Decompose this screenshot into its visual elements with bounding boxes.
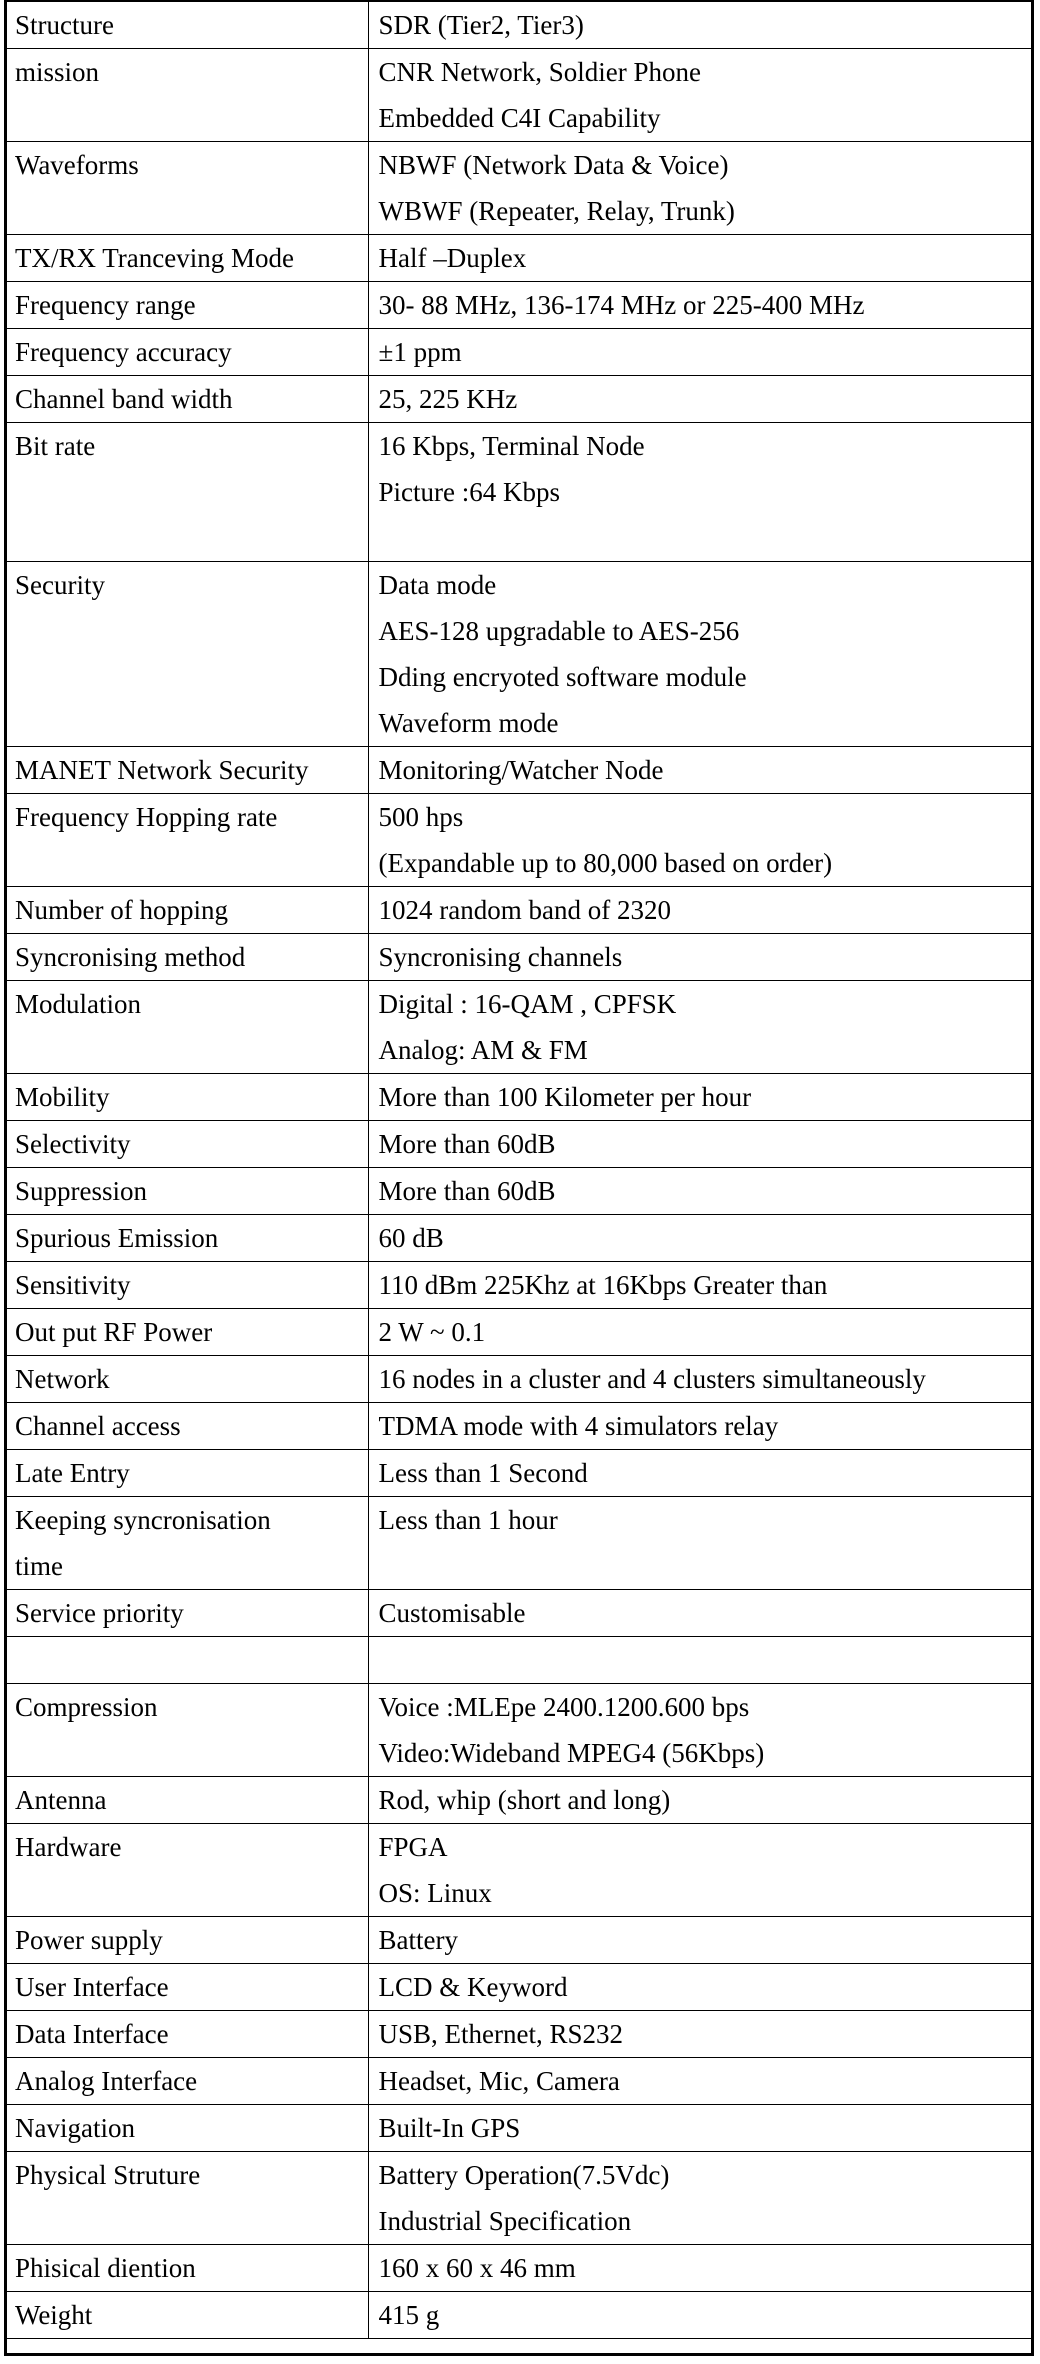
spec-label-line: time [15,1551,63,1581]
table-row [7,1121,1031,1168]
spec-label-cell [7,329,368,376]
table-row [7,2,1031,49]
spec-value-cell [368,934,1031,981]
spec-value-line [379,1637,1026,1683]
spec-label-cell [7,2105,368,2152]
table-row [7,981,1031,1074]
spec-value-line: 25, 225 KHz [378,384,518,414]
spec-value-cell [368,1497,1031,1590]
spec-value-line: Dding encryoted software module [378,662,747,692]
spec-value-line: (Expandable up to 80,000 based on order) [378,848,833,878]
spec-value-line: NBWF (Network Data & Voice) [378,150,729,180]
spec-label: Sensitivity [15,1270,131,1300]
spec-value-cell [368,329,1031,376]
spec-value-line: 415 g [378,2300,440,2330]
spec-value-line: 160 x 60 x 46 mm [378,2253,576,2283]
spec-label: Late Entry [15,1458,130,1488]
spec-label-cell [7,1074,368,1121]
spec-label: Out put RF Power [15,1317,213,1347]
table-row [7,2245,1031,2292]
spec-label: Mobility [15,1082,110,1112]
spec-value-line: USB, Ethernet, RS232 [378,2019,624,2049]
spec-value-cell [368,2,1031,49]
spec-value-line: 30- 88 MHz, 136-174 MHz or 225-400 MHz [378,290,865,320]
spec-value-cell [368,1262,1031,1309]
spec-label-cell [7,1637,368,1684]
spec-value-cell [368,2152,1031,2245]
table-row [7,794,1031,887]
table-row [7,562,1031,747]
table-row [7,1356,1031,1403]
spec-value-cell [368,1074,1031,1121]
spec-label-cell [7,1497,368,1590]
spec-value-line: Voice :MLEpe 2400.1200.600 bps [378,1692,750,1722]
spec-label-cell [7,1684,368,1777]
spec-label-cell [7,1262,368,1309]
spec-value-cell [368,1684,1031,1777]
table-row [7,1450,1031,1497]
spec-value-line: CNR Network, Soldier Phone [378,57,701,87]
spec-value-line: Picture :64 Kbps [378,477,560,507]
spec-value-line: SDR (Tier2, Tier3) [378,10,584,40]
spec-label-cell [7,562,368,747]
table-row [7,423,1031,562]
spec-label: Antenna [15,1785,107,1815]
spec-label-cell [7,1777,368,1824]
spec-value-cell [368,1403,1031,1450]
spec-value-line: Monitoring/Watcher Node [378,755,664,785]
spec-label: Waveforms [15,150,139,180]
table-row [7,1168,1031,1215]
spec-value-line: AES-128 upgradable to AES-256 [378,616,740,646]
spec-value-cell [368,1356,1031,1403]
spec-label-cell [7,981,368,1074]
spec-value-cell [368,142,1031,235]
table-row [7,1497,1031,1590]
spec-value-line: Less than 1 hour [378,1505,558,1535]
spec-value-line: 2 W ~ 0.1 [378,1317,486,1347]
spec-label-cell [7,2011,368,2058]
spec-value-cell [368,562,1031,747]
spec-value-line: More than 100 Kilometer per hour [378,1082,752,1112]
spec-label-cell [7,142,368,235]
spec-value-cell [368,1168,1031,1215]
spec-value-cell [368,1917,1031,1964]
spec-label-cell [7,2058,368,2105]
spec-label-cell [7,1309,368,1356]
spec-value-cell [368,1637,1031,1684]
spec-value-cell [368,376,1031,423]
spec-value-line: 16 nodes in a cluster and 4 clusters simultaneously [378,1364,926,1394]
table-row [7,2152,1031,2245]
spec-label-cell [7,887,368,934]
table-row [7,49,1031,142]
spec-label: Frequency Hopping rate [15,802,278,832]
spec-value-line: More than 60dB [378,1176,556,1206]
table-row [7,1684,1031,1777]
spec-label: Network [15,1364,110,1394]
spec-label-cell [7,1215,368,1262]
table-row [7,934,1031,981]
table-row [7,282,1031,329]
spec-label-cell [7,1168,368,1215]
spec-label-cell [7,1121,368,1168]
table-row [7,1777,1031,1824]
spec-value-cell [368,794,1031,887]
spec-label-line: Keeping syncronisation [15,1505,271,1535]
spec-value-line: Built-In GPS [378,2113,521,2143]
spec-value-cell [368,1215,1031,1262]
spec-value-cell [368,2245,1031,2292]
spec-value-line: WBWF (Repeater, Relay, Trunk) [378,196,735,226]
spec-value-line: Battery [378,1925,458,1955]
table-row [7,2292,1031,2339]
spec-label: Modulation [15,989,141,1019]
spec-value-line: 60 dB [378,1223,444,1253]
table-row [7,235,1031,282]
table-row [7,2105,1031,2152]
table-row [7,887,1031,934]
spec-label-cell [7,747,368,794]
spec-value-line: Industrial Specification [378,2206,632,2236]
spec-label-cell [7,235,368,282]
table-row [7,1637,1031,1684]
spec-label-cell [7,1590,368,1637]
spec-value-line: OS: Linux [378,1878,492,1908]
spec-label: MANET Network Security [15,755,309,785]
spec-value-line: Customisable [378,1598,526,1628]
spec-value-line: Digital : 16-QAM , CPFSK [378,989,677,1019]
spec-value-cell [368,1309,1031,1356]
spec-value-line: Syncronising channels [378,942,623,972]
spec-value-line: TDMA mode with 4 simulators relay [378,1411,779,1441]
spec-label-cell [7,2292,368,2339]
spec-value-cell [368,2105,1031,2152]
spec-label: Security [15,570,105,600]
spec-label: Weight [15,2300,93,2330]
spec-label: Frequency accuracy [15,337,232,367]
spec-label-cell [7,794,368,887]
spec-label: Frequency range [15,290,196,320]
spec-label: User Interface [15,1972,169,2002]
spec-value-line: More than 60dB [378,1129,556,1159]
table-row [7,1590,1031,1637]
table-row [7,2011,1031,2058]
spec-value-cell [368,423,1031,562]
spec-label-cell [7,2152,368,2245]
spec-value-line: Less than 1 Second [378,1458,588,1488]
spec-label: Hardware [15,1832,122,1862]
spec-value-line: Analog: AM & FM [378,1035,588,1065]
spec-label-cell [7,1824,368,1917]
spec-value-line: Embedded C4I Capability [378,103,661,133]
spec-value-line: 1024 random band of 2320 [378,895,671,925]
spec-label: Data Interface [15,2019,169,2049]
spec-value-cell [368,2011,1031,2058]
spec-label: Spurious Emission [15,1223,219,1253]
table-row [7,1215,1031,1262]
spec-value-line: 16 Kbps, Terminal Node [378,431,645,461]
table-row [7,1074,1031,1121]
spec-value-line: Battery Operation(7.5Vdc) [378,2160,670,2190]
spec-value-line: 500 hps [378,802,464,832]
table-row [7,1262,1031,1309]
spec-label: Bit rate [15,431,96,461]
spec-value-cell [368,887,1031,934]
spec-label-cell [7,376,368,423]
table-row [7,376,1031,423]
spec-label: Physical Struture [15,2160,201,2190]
spec-label: Navigation [15,2113,135,2143]
spec-value-line: LCD & Keyword [378,1972,568,2002]
spec-value-line: Headset, Mic, Camera [378,2066,620,2096]
spec-label-cell [7,934,368,981]
spec-label: TX/RX Tranceving Mode [15,243,294,273]
spec-value-cell [368,2058,1031,2105]
spec-table [7,2,1031,2339]
spec-label: mission [15,57,100,87]
spec-label: Suppression [15,1176,148,1206]
spec-label-cell [7,2245,368,2292]
spec-value-cell [368,981,1031,1074]
spec-label: Analog Interface [15,2066,198,2096]
spec-value-cell [368,1121,1031,1168]
table-row [7,1917,1031,1964]
spec-value-line: Waveform mode [378,708,559,738]
spec-value-cell [368,282,1031,329]
spec-label: Syncronising method [15,942,246,972]
table-row [7,747,1031,794]
spec-label: Number of hopping [15,895,228,925]
spec-table-body [7,2,1031,2339]
spec-value-line: ±1 ppm [378,337,462,367]
spec-value-line: Half –Duplex [378,243,527,273]
spec-label: Structure [15,10,114,40]
table-row [7,142,1031,235]
spec-value-line: Video:Wideband MPEG4 (56Kbps) [378,1738,765,1768]
spec-table-frame [4,0,1034,2356]
spec-value-line: FPGA [378,1832,448,1862]
spec-label-cell [7,1403,368,1450]
spec-label: Channel band width [15,384,233,414]
spec-label: Compression [15,1692,158,1722]
spec-value-cell [368,1590,1031,1637]
spec-value-cell [368,1450,1031,1497]
spec-label-cell [7,423,368,562]
spec-value-line: Rod, whip (short and long) [378,1785,671,1815]
spec-value-cell [368,1824,1031,1917]
spec-value-cell [368,2292,1031,2339]
table-row [7,329,1031,376]
spec-label-cell [7,1356,368,1403]
table-row [7,1309,1031,1356]
table-row [7,1964,1031,2011]
spec-label: Service priority [15,1598,184,1628]
spec-label: Channel access [15,1411,181,1441]
spec-value-line: Data mode [378,570,497,600]
spec-label: Selectivity [15,1129,131,1159]
spec-value-cell [368,1777,1031,1824]
table-row [7,1403,1031,1450]
spec-label-cell [7,282,368,329]
spec-label: Phisical diention [15,2253,196,2283]
spec-value-cell [368,235,1031,282]
spec-value-cell [368,1964,1031,2011]
spec-label-cell [7,49,368,142]
spec-label-cell [7,1917,368,1964]
spec-value-cell [368,49,1031,142]
table-row [7,2058,1031,2105]
spec-label-cell [7,2,368,49]
spec-value-cell [368,747,1031,794]
table-row [7,1824,1031,1917]
spec-label-cell [7,1964,368,2011]
spec-label: Power supply [15,1925,163,1955]
spec-label-cell [7,1450,368,1497]
spec-value-line: 110 dBm 225Khz at 16Kbps Greater than [378,1270,828,1300]
